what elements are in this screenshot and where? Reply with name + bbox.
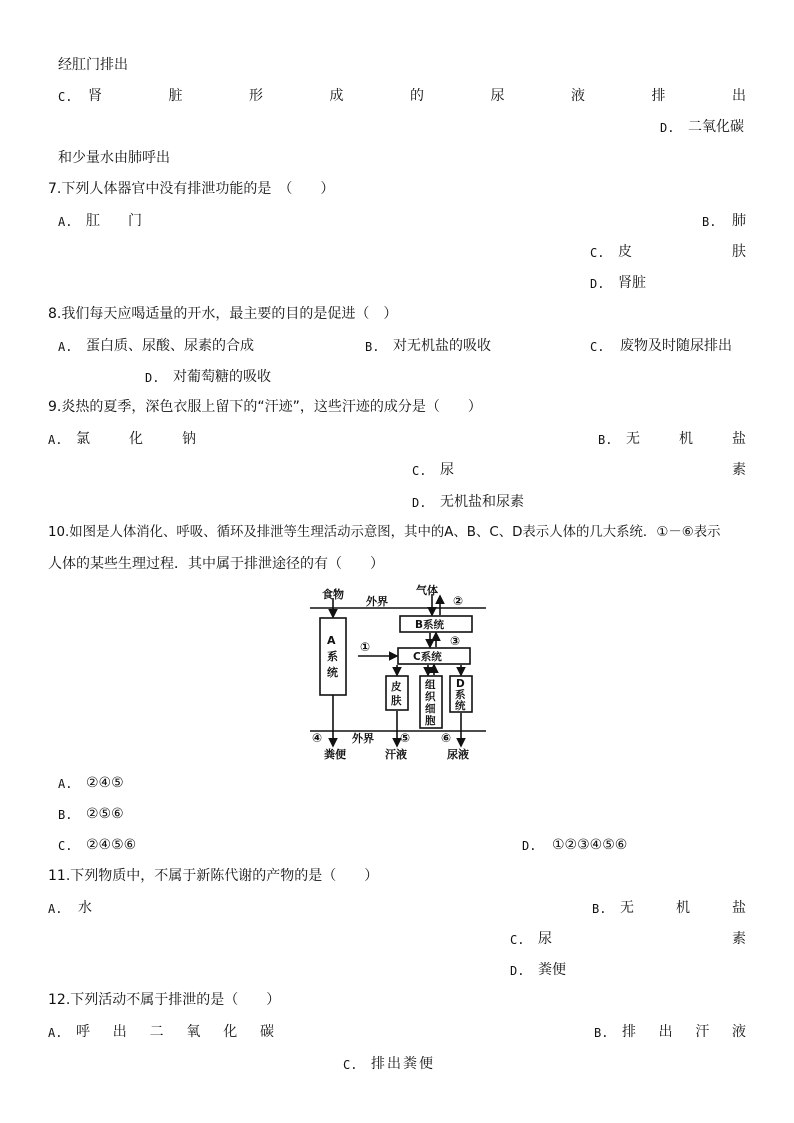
q11-option-d-text: 粪便 [538,962,566,978]
q8-option-c-label: C. [590,340,605,354]
system-d-label-2: 系 [455,689,466,701]
sweat-label: 汗液 [385,748,407,761]
q7-option-d-label: D. [590,277,605,291]
q10-option-b-text: ②⑤⑥ [86,806,124,822]
q12-option-c-label: C. [343,1058,358,1072]
q11-stem: 11.下列物质中，不属于新陈代谢的产物的是（ ） [48,868,379,884]
q7-option-c-label: C. [590,246,605,260]
q10-option-c-label: C. [58,839,73,853]
system-a-label-1: A [327,634,336,647]
q8-option-d-text: 对葡萄糖的吸收 [173,369,271,385]
tissue-label-1: 组 [425,679,436,691]
q8-option-b-label: B. [365,340,380,354]
q6-option-a-tail: 经肛门排出 [58,57,128,73]
food-label: 食物 [322,588,344,601]
system-d-label-1: D [456,678,465,690]
q10-stem-line2: 人体的某些生理过程．其中属于排泄途径的有（ ） [48,556,384,572]
urine-label: 尿液 [447,748,469,761]
q11-option-c-text: 尿 素 [538,931,746,947]
q9-option-a-label: A. [48,433,63,447]
q7-option-a-label: A. [58,215,73,229]
q6-option-d-label: D. [660,121,675,135]
outside-bottom-label: 外界 [352,732,374,745]
q8-option-a-text: 蛋白质、尿酸、尿素的合成 [86,338,254,354]
q12-option-b-text: 排 出 汗 液 [622,1024,746,1040]
q12-stem: 12.下列活动不属于排泄的是（ ） [48,992,281,1008]
q10-stem-line1: 10.如图是人体消化、呼吸、循环及排泄等生理活动示意图，其中的A、B、C、D表示人体的几大系统．①－⑥表示 [48,525,721,540]
q6-option-d-text: 二氧化碳 [688,119,744,135]
system-a-label-3: 统 [327,666,338,679]
q12-option-a-label: A. [48,1026,63,1040]
q11-option-a-text: 水 [78,900,92,916]
q10-option-a-text: ②④⑤ [86,775,124,791]
q10-option-d-text: ①②③④⑤⑥ [552,837,628,853]
q12-option-c-text: 排出粪便 [371,1056,435,1072]
q9-option-d-text: 无机盐和尿素 [440,494,524,510]
q10-option-a-label: A. [58,777,73,791]
q6-option-d-tail: 和少量水由肺呼出 [58,150,170,166]
outside-top-label: 外界 [366,595,388,608]
q7-option-b-text: 肺 [732,213,746,229]
q7-stem: 7.下列人体器官中没有排泄功能的是 （ ） [48,181,335,197]
system-b-label: B系统 [415,619,445,631]
q11-option-b-text: 无 机 盐 [620,900,746,916]
q9-stem: 9.炎热的夏季，深色衣服上留下的“汗迹”，这些汗迹的成分是（ ） [48,399,482,415]
system-a-label-2: 系 [327,650,338,663]
q11-option-b-label: B. [592,902,607,916]
q11-option-d-label: D. [510,964,525,978]
gas-label: 气体 [416,584,438,597]
tissue-label-4: 胞 [425,715,436,727]
q11-option-a-label: A. [48,902,63,916]
q6-option-c-text: 肾 脏 形 成 的 尿 液 排 出 [88,88,746,104]
q8-option-c-text: 废物及时随尿排出 [620,338,732,354]
skin-label-2: 肤 [391,695,402,707]
q9-option-b-text: 无 机 盐 [626,431,746,447]
q11-option-c-label: C. [510,933,525,947]
process-6-label: ⑥ [441,731,452,745]
process-4-label: ④ [312,731,323,745]
process-5-label: ⑤ [400,731,411,745]
process-1-label: ① [360,640,371,654]
q7-option-c-text: 皮 肤 [618,244,746,260]
tissue-label-3: 细 [425,703,436,715]
system-c-label: C系统 [413,651,442,663]
q12-option-b-label: B. [594,1026,609,1040]
q12-option-a-text: 呼 出 二 氧 化 碳 [76,1024,274,1040]
q10-diagram [310,584,490,762]
skin-label-1: 皮 [391,681,402,693]
system-d-label-3: 统 [455,700,466,712]
q9-option-c-label: C. [412,464,427,478]
q7-option-b-label: B. [702,215,717,229]
q10-option-d-label: D. [522,839,537,853]
q8-option-a-label: A. [58,340,73,354]
q8-stem: 8.我们每天应喝适量的开水，最主要的目的是促进（ ） [48,306,398,322]
q9-option-b-label: B. [598,433,613,447]
q8-option-d-label: D. [145,371,160,385]
process-2-label: ② [453,594,464,608]
q7-option-a-text: 肛 门 [86,213,142,229]
q8-option-b-text: 对无机盐的吸收 [393,338,491,354]
q10-option-b-label: B. [58,808,73,822]
tissue-label-2: 织 [425,691,436,703]
q7-option-d-text: 肾脏 [618,275,646,291]
q9-option-d-label: D. [412,496,427,510]
q9-option-c-text: 尿 素 [440,462,746,478]
q9-option-a-text: 氯 化 钠 [76,431,196,447]
q10-option-c-text: ②④⑤⑥ [86,837,137,853]
feces-label: 粪便 [324,748,346,761]
q6-option-c-label: C. [58,90,73,104]
process-3-label: ③ [450,634,461,648]
